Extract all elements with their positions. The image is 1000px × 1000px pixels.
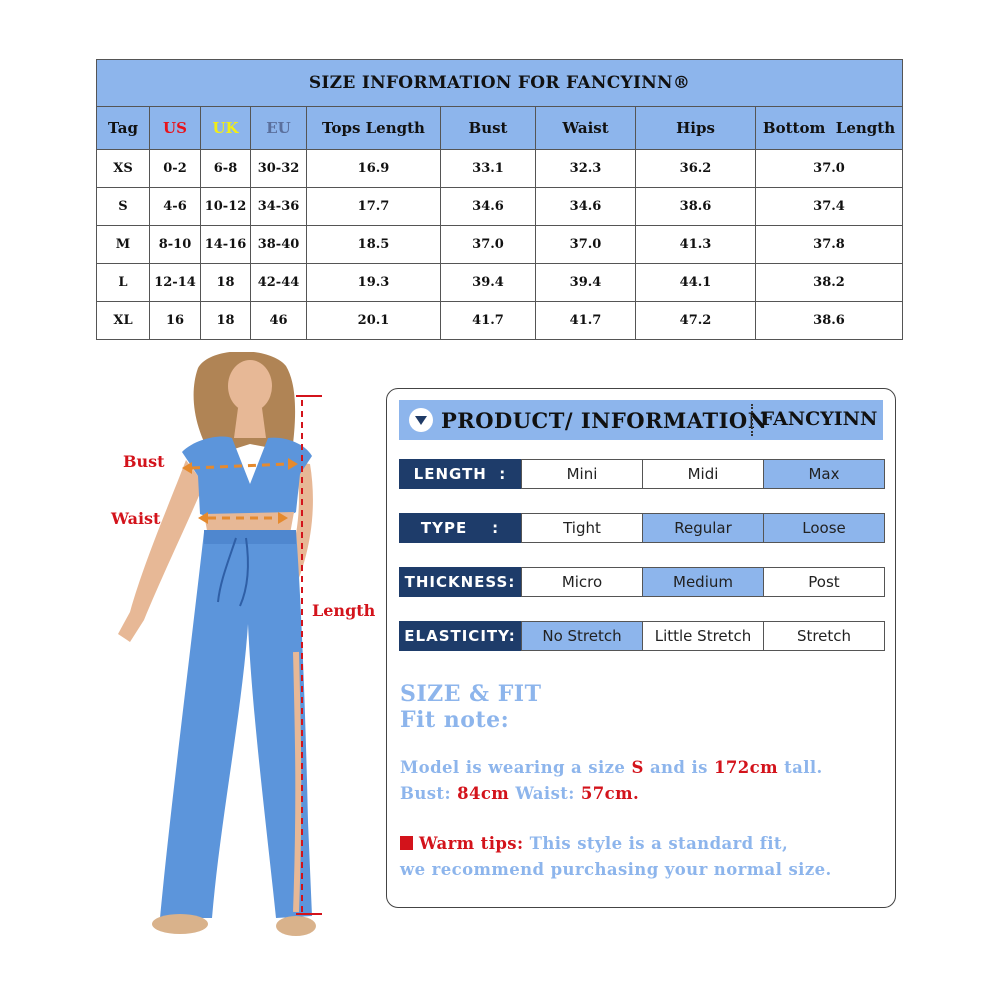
table-cell: 17.7 [307,188,441,226]
product-info-title: PRODUCT/ INFORMATION [441,408,768,433]
waist-label: Waist [111,509,161,528]
attr-row-type [399,513,887,543]
table-cell: 41.7 [441,302,536,340]
attr-row-elasticity [399,621,887,651]
model-figure [100,352,390,952]
table-cell: 18.5 [307,226,441,264]
size-table-title: SIZE INFORMATION FOR FANCYINN® [97,60,903,107]
length-option-midi: Midi [642,459,764,489]
model-waistband [204,530,296,544]
attr-label-type: TYPE : [399,513,521,543]
col-header-eu: EU [251,107,307,150]
table-cell: 38.6 [756,302,903,340]
table-cell: 37.8 [756,226,903,264]
type-option-loose: Loose [763,513,885,543]
thickness-option-medium: Medium [642,567,764,597]
table-cell: 18 [201,302,251,340]
length-option-mini: Mini [521,459,643,489]
model-pants [160,530,312,918]
table-cell: 30-32 [251,150,307,188]
table-row [97,226,903,264]
elasticity-option-little-stretch: Little Stretch [642,621,764,651]
model-line-mid: and is [643,758,715,777]
bust-measure-value: 84cm [457,784,510,803]
waist-measure-label: Waist: [509,784,581,803]
model-line-post: tall. [777,758,823,777]
size-fit-title: SIZE & FIT [400,681,542,707]
model-left-arm [118,460,204,642]
table-row [97,188,903,226]
table-cell: 47.2 [636,302,756,340]
bust-measure-label: Bust: [400,784,458,803]
elasticity-option-no-stretch: No Stretch [521,621,643,651]
type-option-regular: Regular [642,513,764,543]
table-cell: 14-16 [201,226,251,264]
size-table-body [97,150,903,340]
warm-tips-square-icon [400,836,413,850]
warm-tips-text: This style is a standard fit, [523,834,789,853]
model-neck [234,408,266,438]
table-cell: 4-6 [150,188,201,226]
model-size-line [400,758,823,777]
table-cell: 10-12 [201,188,251,226]
waist-measure-value: 57cm. [580,784,640,803]
table-cell: 41.3 [636,226,756,264]
warm-tips-label: Warm tips: [419,834,524,853]
length-label: Length [312,601,376,620]
table-cell: 34-36 [251,188,307,226]
table-cell: 46 [251,302,307,340]
table-cell: S [97,188,150,226]
table-cell: 16.9 [307,150,441,188]
model-size-value: S [631,758,644,777]
model-illustration [100,352,390,952]
thickness-option-post: Post [763,567,885,597]
size-table [96,59,903,340]
col-header-uk: UK [201,107,251,150]
table-cell: 39.4 [441,264,536,302]
col-header-bottom-length: Bottom Length [756,107,903,150]
table-cell: XL [97,302,150,340]
attr-row-length [399,459,887,489]
table-cell: 0-2 [150,150,201,188]
table-cell: 44.1 [636,264,756,302]
table-cell: 18 [201,264,251,302]
model-right-foot [276,916,316,936]
table-cell: 19.3 [307,264,441,302]
table-cell: 8-10 [150,226,201,264]
model-face [228,360,272,412]
model-height-value: 172cm [714,758,778,777]
col-header-hips: Hips [636,107,756,150]
table-cell: 20.1 [307,302,441,340]
model-line-pre: Model is wearing a size [400,758,632,777]
bust-label: Bust [123,452,165,471]
table-row [97,264,903,302]
table-cell: 16 [150,302,201,340]
table-cell: 12-14 [150,264,201,302]
table-cell: 32.3 [536,150,636,188]
attr-label-elasticity: ELASTICITY: [399,621,521,651]
product-info-box [386,388,896,908]
table-cell: 37.0 [536,226,636,264]
fit-note-title: Fit note: [400,707,510,733]
table-cell: 39.4 [536,264,636,302]
col-header-bust: Bust [441,107,536,150]
product-info-header [399,400,883,440]
table-cell: 37.4 [756,188,903,226]
table-row [97,150,903,188]
table-cell: 34.6 [441,188,536,226]
thickness-option-micro: Micro [521,567,643,597]
type-option-tight: Tight [521,513,643,543]
model-slit [296,652,298,912]
col-header-tag: Tag [97,107,150,150]
product-info-brand: FANCYINN [760,408,878,430]
model-top [182,437,312,520]
table-cell: XS [97,150,150,188]
attr-label-thickness: THICKNESS: [399,567,521,597]
table-cell: 34.6 [536,188,636,226]
model-left-foot [152,914,208,934]
table-cell: 42-44 [251,264,307,302]
attr-label-length: LENGTH : [399,459,521,489]
table-cell: 37.0 [441,226,536,264]
table-cell: 6-8 [201,150,251,188]
attr-row-thickness [399,567,887,597]
down-triangle-icon [409,408,433,432]
elasticity-option-stretch: Stretch [763,621,885,651]
table-cell: L [97,264,150,302]
table-cell: 33.1 [441,150,536,188]
table-cell: 38.2 [756,264,903,302]
table-cell: 41.7 [536,302,636,340]
warm-tips-line-2: we recommend purchasing your normal size. [400,860,832,879]
col-header-us: US [150,107,201,150]
table-cell: 38.6 [636,188,756,226]
table-cell: M [97,226,150,264]
model-measure-line [400,784,639,803]
length-option-max: Max [763,459,885,489]
header-divider [751,404,753,436]
col-header-tops-length: Tops Length [307,107,441,150]
table-cell: 37.0 [756,150,903,188]
table-row [97,302,903,340]
table-cell: 36.2 [636,150,756,188]
table-cell: 38-40 [251,226,307,264]
warm-tips-line [400,834,788,853]
col-header-waist: Waist [536,107,636,150]
